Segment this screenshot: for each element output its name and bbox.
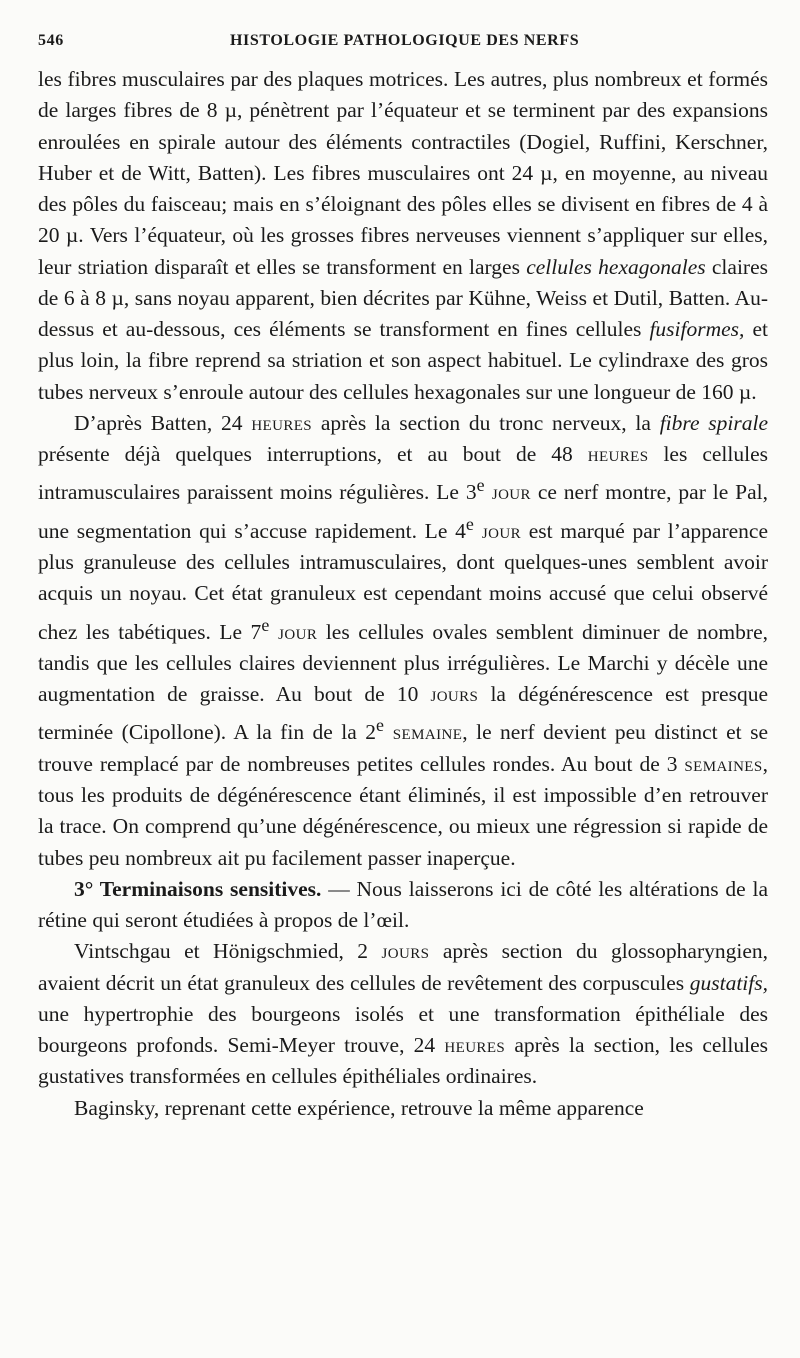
text-run: ce nerf montre, par le Pal, une segmentation qui s’accuse rapidement. Le 4 xyxy=(38,480,768,543)
text-run: les cellules ovales semblent diminuer de nombre, tandis que les cellules claires deviennent plus irrégulières. Le Marchi y décèle une augmentation de graisse. Au bout de 10 xyxy=(38,619,768,707)
paragraph-1 xyxy=(38,64,768,408)
text-run: la dégénérescence est presque terminée (Cipollone). A la fin de la 2 xyxy=(38,682,768,745)
ordinal-superscript: e xyxy=(465,513,474,534)
small-caps-term: heures xyxy=(587,442,649,466)
small-caps-term: jour xyxy=(473,518,522,543)
ordinal-superscript: e xyxy=(375,715,384,736)
small-caps-term: jours xyxy=(381,939,430,964)
italic-term: cellules hexagonales xyxy=(526,254,706,279)
text-run: claires de 6 à 8 µ, sans noyau apparent, bien décrites par Kühne, Weiss et Dutil, Batten. Au-dessus et au-dessous, ces éléments se transforment en fines cellules xyxy=(38,254,768,341)
small-caps-term: semaines xyxy=(684,751,763,776)
paragraph-5 xyxy=(38,1093,768,1124)
ordinal-superscript: e xyxy=(261,614,270,635)
text-run: une hypertrophie des bourgeons isolés et une transformation épithéliale des bourgeons profonds. Semi-Meyer trouve, 24 xyxy=(38,1001,768,1058)
italic-term: fibre spirale xyxy=(659,410,768,435)
running-head xyxy=(38,26,768,56)
small-caps-term: jours xyxy=(430,682,479,707)
text-run: , tous les produits de dégénérescence étant éliminés, il est impossible d’en retrouver la trace. On comprend qu’une dégénérescence, ou mieux une régression si rapide de tubes peu nombreux ait pu facilement passer inaperçue. xyxy=(38,751,768,870)
text-run: les fibres musculaires par des plaques motrices. Les autres, plus nombreux et formés de larges fibres de 8 µ, pénètrent par l’équateur et se terminent par des expansions enroulées en spirale autour des éléments contractiles (Dogiel, Ruffini, Kerschner, Huber et de Witt, Batten). Les fibres musculaires ont 24 µ, en moyenne, au niveau des pôles du faisceau; mais en s’éloignant des pôles elles se divisent en fibres de 4 à 20 µ. Vers l’équateur, où les grosses fibres nerveuses viennent s’appliquer sur elles, leur striation disparaît et elles se transforment en larges xyxy=(38,67,768,279)
body-text xyxy=(38,64,768,1124)
text-run: après la section, les cellules gustatives transformées en cellules épithéliales ordinaires. xyxy=(38,1033,768,1089)
page-number: 546 xyxy=(38,32,64,49)
paragraph-2 xyxy=(38,408,768,874)
small-caps-term: jour xyxy=(269,619,318,644)
italic-term: fusiformes, xyxy=(649,317,745,341)
text-run: après la section du tronc nerveux, la xyxy=(312,410,660,435)
running-title: HISTOLOGIE PATHOLOGIQUE DES NERFS xyxy=(230,32,580,49)
text-run: , le nerf devient peu distinct et se trouve remplacé par de nombreuses petites cellules rondes. Au bout de 3 xyxy=(38,720,768,776)
text-run: — Nous laisserons ici de côté les altérations de la rétine qui seront étudiées à propos de l’œil. xyxy=(38,876,768,933)
small-caps-term: jour xyxy=(484,480,531,505)
italic-term: gustatifs, xyxy=(689,970,768,995)
text-run: après section du glossopharyngien, avaient décrit un état granuleux des cellules de revêtement des corpuscules xyxy=(38,939,768,995)
text-run: les cellules intramusculaires paraissent moins régulières. Le 3 xyxy=(38,442,768,505)
section-heading: 3° Terminaisons sensitives. xyxy=(74,876,322,901)
text-run: Vintschgau et Hönigschmied, 2 xyxy=(74,939,382,964)
paragraph-3 xyxy=(38,874,768,937)
text-run: est marqué par l’apparence plus granuleuse des cellules intramusculaires, dont quelques-unes semblent avoir acquis un noyau. Cet état granuleux est cependant moins accusé que celui observé chez les tabétiques. Le 7 xyxy=(38,518,768,644)
small-caps-term: semaine xyxy=(383,720,463,745)
text-run: et plus loin, la fibre reprend sa striation et son aspect habituel. Le cylindraxe des gros tubes nerveux s’enroule autour des cellules hexagonales sur une longueur de 160 µ. xyxy=(38,317,768,404)
small-caps-term: heures xyxy=(444,1033,506,1058)
paragraph-4 xyxy=(38,936,768,1092)
ordinal-superscript: e xyxy=(476,475,485,496)
small-caps-term: heures xyxy=(251,410,313,435)
text-run: D’après Batten, 24 xyxy=(74,410,252,435)
text-run: Baginsky, reprenant cette expérience, retrouve la même apparence xyxy=(74,1095,644,1120)
text-run: présente déjà quelques interruptions, et au bout de 48 xyxy=(38,442,588,466)
